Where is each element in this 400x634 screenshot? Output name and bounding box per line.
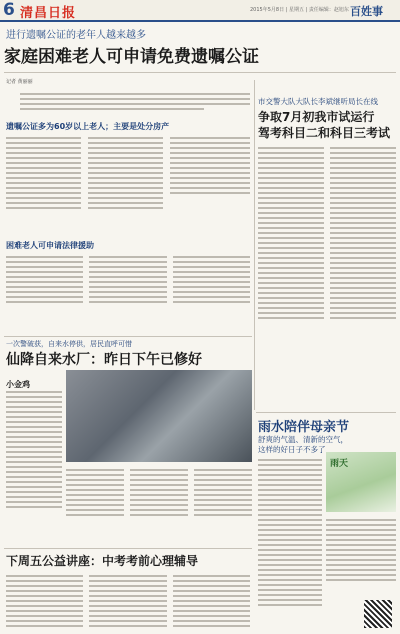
intro-paragraph	[20, 90, 250, 113]
fire-tag	[6, 372, 64, 389]
page-number: 6	[3, 0, 15, 20]
bottom-body	[6, 572, 250, 630]
fire-body-left	[6, 388, 62, 511]
rain-body-right	[326, 516, 396, 584]
right-body	[258, 144, 396, 322]
subheading-1: 遗嘱公证多为60岁以上老人；主要是处分房产	[6, 122, 170, 131]
issue-meta: 2015年5月8日 | 星期五 | 责任编辑：赵旭东	[250, 7, 349, 13]
bottom-title: 下周五公益讲座：中考考前心理辅导	[6, 554, 199, 568]
newspaper-brand: 清昌日报	[20, 6, 77, 21]
rain-sub1: 舒爽的气温、清新的空气，	[258, 435, 348, 444]
byline: 记者 黄丽丽	[6, 79, 33, 85]
body-row-2	[6, 253, 250, 306]
body-column-3	[170, 134, 250, 197]
fire-kicker: 一次警破获，自来水停供，居民直呼可惜	[6, 340, 132, 348]
qr-code	[364, 600, 392, 628]
body-column-2	[88, 134, 163, 212]
section-name: 百姓事	[350, 5, 383, 18]
right-title-line1: 争取7月初我市试运行	[258, 110, 375, 124]
subheading-2: 困难老人可申请法律援助	[6, 241, 94, 250]
lead-title: 进行遗嘱公证的老年人越来越多	[6, 30, 146, 41]
fire-tag-label: 小金鸡	[6, 380, 30, 389]
body-column-1	[6, 134, 81, 212]
rain-title: 雨水陪伴母亲节	[258, 420, 350, 435]
right-title-line2: 驾考科目二和科目三考试	[258, 126, 391, 140]
right-kicker: 市交警大队大队长李斌继听局长在线	[258, 97, 378, 106]
fire-photo	[66, 370, 252, 462]
rain-tag-label: 雨天	[330, 459, 349, 469]
rain-illustration	[326, 452, 396, 512]
fire-title: 仙降自来水厂：昨日下午已修好	[6, 352, 202, 368]
main-headline: 家庭困难老人可申请免费遗嘱公证	[4, 47, 259, 67]
fire-body	[66, 466, 252, 519]
rain-body-left	[258, 456, 322, 609]
rain-sub2: 这样的好日子不多了	[258, 445, 326, 454]
